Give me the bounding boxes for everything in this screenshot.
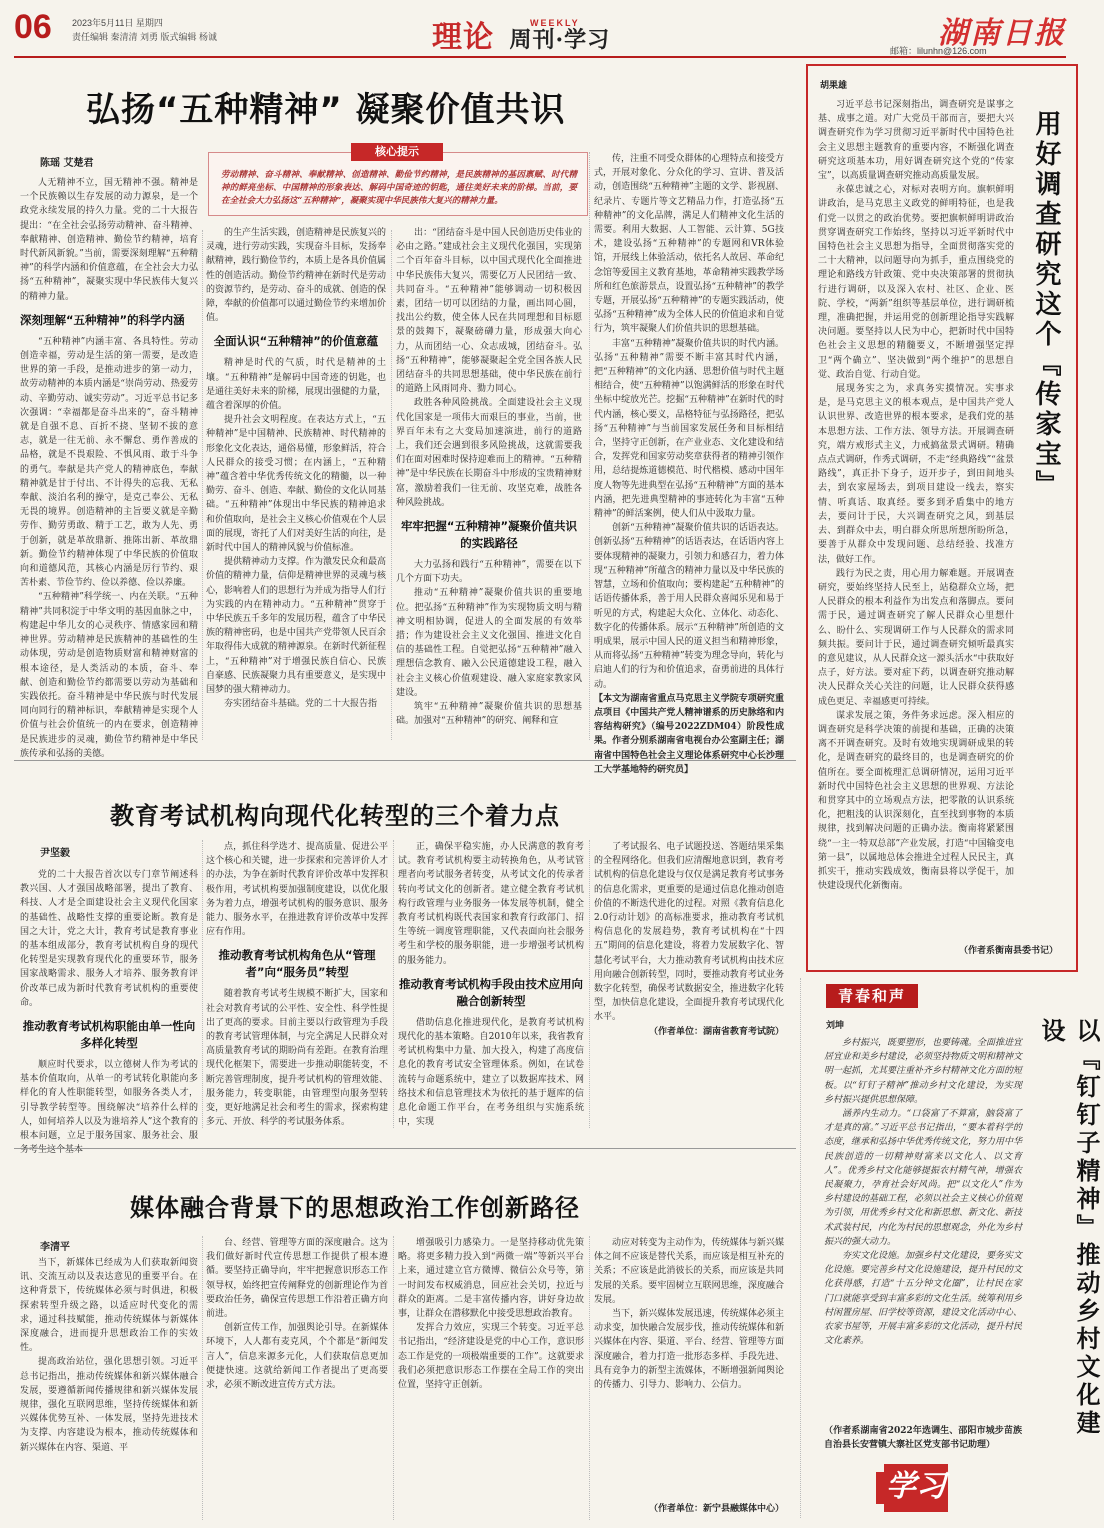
right-article-signature-wrap <box>818 944 1058 960</box>
column-separator <box>393 840 394 1128</box>
paragraph: 正，确保平稳实施，办人民满意的教育考试。教育考试机构要主动转换角色，从考试管理者向考试服务者转变，从考试文化的传承者转向考试文化的创新者。建立健全教育考试机构行政管理与业务服务一体发展等机制，健全教育考试机构既代表国家和教育行政部门、招生等统一调度管理职能，又代表面向社会服务考生和学校的服务职能，进一步增强考试机构的服务能力。 <box>398 842 584 966</box>
paragraph: 践行为民之责，用心用力解难题。开展调查研究，要始终坚持人民至上，站稳群众立场，把人民群众的根本利益作为出发点和落脚点。要问需于民，通过调查研究了解人民群众心里想什么、盼什么、实现调研工作与人民群众的需求同频共振。要问计于民，通过调查研究倾听最真实的意见建议，从人民群众这一源头活水“中获取好点子，好方法。要对症下药，以调查研究推动解决人民群众关心关注的问题，让人民群众获得感成色更足、幸福感更可持续。 <box>818 568 1014 707</box>
paragraph: 创新“五种精神”凝聚价值共识的话语表达。创新弘扬“五种精神”的话语表达，在话语内容上要体现精神的凝聚力，引领力和感召力，着力体现“五种精神”所蕴含的精神力量以及中华民族的智慧，立场和价值取向；要构建起“五种精神”的话语传播体系，善于用人民群众喜闻乐见和易于听见的方式，构建起大众化、立体化、动态化、数字化的传播体系。展示“五种精神”所创造的文明成果，展示中国人民的道义担当和精神形象，从而将弘扬“五种精神”转变为理念导向，转化与启迪人们的行为和价值追求，奋勇前进的具体行动。 <box>594 523 784 690</box>
subheading: 推动教育考试机构手段由技术应用向融合创新转型 <box>399 976 583 1008</box>
paragraph: 传，注重不同受众群体的心理特点和接受方式，开展对象化、分众化的学习、宣讲、普及活动，创造围绕“五种精神”主题的文学、影视剧、纪录片、专题片等文艺精品力作，打造弘扬“五种精神”的文化品牌，满足人们精神文化生活的需要。利用大数据、人工智能、云计算、5G技术，建设弘扬“五种精神”的专题网和VR体验馆，开展线上体验活动，依托名人故居、革命纪念馆等爱国主义教育基地，革命精神实践教学场所和红色旅游景点，设置弘扬“五种精神”的教学专题，开展弘扬“五种精神”的专题实践活动，使弘扬“五种精神”成为全体人民的价值追求和自觉行为，筑牢凝聚人们价值共识的思想基础。 <box>594 154 784 335</box>
study-badge: 学习 <box>884 1464 948 1512</box>
project-note: 【本文为湖南省重点马克思主义学院专项研究重点项目《中国共产党人精神谱系的历史脉络和内容结构研究》（编号2022ZDM04）阶段性成果。作者分别系湖南省电视台办公室副主任；湖南省中国特色社会主义理论体系研究中心长沙理工大学基地特约研究员】 <box>594 693 784 775</box>
key-tips-tag: 核心提示 <box>351 143 443 161</box>
paragraph: 了考试报名、电子试题投送、答题结果采集的全程网络化。但我们应清醒地意识到，教育考试机构的信息化建设与仅仅是满足教育考试事务的信息化需求，更重要的是通过信息化推动创造价值的不断迭代进化的过程。对照《教育信息化2.0行动计划》的高标准要求，推动教育考试机构信息化的发展趋势，教育考试机构在“十四五”期间的信息化建设，将着力发展数字化、智慧化考试平台，大力推动教育考试机构由技术应用向融合创新转型，同时，要推动教育考试业务数字化转型，确保考试数据安全，推进数字化转型，加快信息化建设，全面提升教育考试现代化水平。 <box>594 842 784 1023</box>
paragraph: 涵养内生动力。“口袋富了不算富，脑袋富了才是真的富。”习近平总书记指出，“要本着科学的态度，继承和弘扬中华优秀传统文化，努力用中华民族创造的一切精神财富来以文化人、以文育人”。优秀乡村文化能够提振农村精气神，增强农民凝聚力，孕育社会好风尚。把“以文化人”作为乡村建设的基础工程，必须以社会主义核心价值观为引领，用优秀乡村文化和新思想、新文化、新技术武装村民，内化为村民的思想观念，外化为乡村振兴的强大动力。 <box>824 1109 1023 1247</box>
article3-column-2 <box>206 1236 388 1518</box>
qingchun-note-wrap <box>824 1424 1022 1464</box>
newspaper-logo: 湖南日报 <box>938 16 1066 51</box>
article1-column-4 <box>594 152 784 775</box>
right-article-byline: 胡果雄 <box>820 81 848 91</box>
right-article-title: 用好调查研究这个『传家宝』 <box>1031 110 1061 500</box>
article1-headline: 弘扬“五种精神” 凝聚价值共识 <box>86 90 566 130</box>
paragraph: 精神是时代的气质，时代是精神的土壤。“五种精神”是解码中国奇迹的钥匙，也是通往美好未来的阶梯，展现出强健的力量，蕴含着深厚的价值。 <box>206 358 387 412</box>
author-signature: （作者系衡南县委书记） <box>958 946 1058 956</box>
paragraph: 推动“五种精神”凝聚价值共识的重要地位。把弘扬“五种精神”作为实现物质文明与精神文明相协调，促进人的全面发展的有效举措；作为建设社会主义文化强国、推进文化自信的基础性工程。自觉把弘扬“五种精神”融入理想信念教育、融入公民道德建设工程，融入社会主义核心价值观建设、融入家庭家教家风建设。 <box>396 588 582 698</box>
article2-column-4 <box>594 840 784 1130</box>
article2-byline: 尹坚毅 <box>40 848 70 859</box>
paragraph: 增强吸引力感染力。一是坚持移动优先策略。将更多精力投入到“两微一端”等新兴平台上来，通过建立官方微博、微信公众号等，第一时间发布权威消息，回应社会关切，拉近与群众的距离。二是丰富传播内容，讲好身边故事，让群众在潜移默化中接受思想政治教育。 <box>398 1238 584 1320</box>
column-separator <box>202 1236 203 1520</box>
paragraph: 永葆忠诚之心，对标对表明方向。旗帜鲜明讲政治，是马克思主义政党的鲜明特征，也是我们党一以贯之的政治优势。要把旗帜鲜明讲政治贯穿调查研究工作始终，坚持以习近平新时代中国特色社会主义思想为指导，全面贯彻落实党的二十大精神，以问题导向为抓手，重点围绕党的理论和路线方针政策、党中央决策部署的贯彻执行进行调研，以及深入农村、社区、企业、医院、学校，“两新”组织等基层单位，进行调研梳理，准确把握，并运用党的创新理论指导实践解决问题。要坚持以人民为中心，把新时代中国特色社会主义思想的精髓要义，不断增强坚定捍卫“两个确立”、坚决做到“两个维护”的思想自觉、政治自觉、行动自觉。 <box>818 185 1014 380</box>
qingchun-title: 以『钉钉子精神』推动乡村文化建设 <box>1037 1018 1100 1438</box>
paragraph: 人无精神不立，国无精神不强。精神是一个民族赖以生存发展的动力源泉，是一个政党永续发展的持久力量。党的二十大报告提出：“在全社会弘扬劳动精神、奋斗精神、奉献精神、创造精神、勤俭节约精神，培育时代新风新貌。”当前，需要深刻理解“五种精神”的科学内涵和价值意蕴，在全社会大力弘扬“五种精神”，凝聚实现中华民族伟大复兴的精神力量。 <box>20 178 198 302</box>
article3-column-4 <box>594 1236 784 1500</box>
masthead-meta <box>72 16 217 44</box>
paragraph: 当下，新兴媒体发展迅速，传统媒体必须主动求变，加快融合发展步伐，推动传统媒体和新兴媒体在内容、渠道、平台、经营、管理等方面深度融合，着力打造一批形态多样、手段先进、具有竞争力的新型主流媒体，不断增强新闻舆论的传播力、引导力、影响力、公信力。 <box>594 1309 784 1391</box>
subheading: 深刻理解“五种精神”的科学内涵 <box>20 312 185 327</box>
author-signature: （作者单位：湖南省教育考试院） <box>648 1026 784 1037</box>
paragraph: 乡村振兴，既要塑形，也要铸魂。全面推进宜居宜业和美乡村建设，必须坚持物质文明和精神文明一起抓，尤其要注重补齐乡村精神文化方面的短板。以“钉钉子精神”推动乡村文化建设，为实现乡村振兴提供思想保障。 <box>824 1038 1023 1105</box>
paragraph: 随着教育考试考生规模不断扩大，国家和社会对教育考试的公平性、安全性、科学性提出了更高的要求。目前主要以行政管理为手段的教育考试管理体制，与完全满足人民群众对高质量教育考试的期盼尚有差距。在教育治理现代化框架下，需要进一步推动职能转变，不断完善管理制度，提升考试机构的管理效能、服务能力，转变职能，由管理型向服务型转变，更好地满足社会和考生的需求，探索构建多元、开放、科学的考试服务体系。 <box>206 989 388 1128</box>
paragraph: 丰富“五种精神”凝聚价值共识的时代内涵。弘扬“五种精神”需要不断丰富其时代内涵，把“五种精神”的文化内涵、思想价值与时代主题相结合，使“五种精神”以饱满鲜活的形象在时代坐标中绽放光芒。挖掘“五种精神”在新时代的时代内涵，核心要义，品格特征与弘扬路径，把弘扬“五种精神”与当前国家发展任务和目标相结合，坚持守正创新，在产业业态、文化建设和结合，发挥党和国家劳动奖章获得者的精神引领作用，总结提炼道德模范、时代楷模、感动中国年度人物等先进典型在弘扬“五种精神”方面的基本内涵，把先进典型精神的事迹转化为丰富“五种精神”的鲜活案例，使人们从中汲取力量。 <box>594 338 784 520</box>
page-number: 06 <box>14 8 52 46</box>
article1-column-2 <box>206 226 386 744</box>
column-separator <box>800 978 801 1518</box>
paragraph: 创新宣传工作，加强舆论引导。在新媒体环境下，人人都有麦克风，个个都是“新闻发言人”，信息来源多元化，人们获取信息更加便捷快速。这就给新闻工作者提出了更高要求，必须不断改进宣传方式方法。 <box>206 1323 388 1391</box>
article3-column-1 <box>20 1256 198 1518</box>
paragraph: 大力弘扬和践行“五种精神”，需要在以下几个方面下功夫。 <box>396 560 582 585</box>
divider <box>14 760 796 761</box>
paragraph: 夯实文化设施。加强乡村文化建设，要务实文化设施。要完善乡村文化设施建设，提升村民的文化获得感，打造“十五分钟文化圈”，让村民在家门口就能享受到丰富多彩的文化生活。统筹利用乡村闲置房屋、旧学校等资源，建设文化活动中心、农家书屋等，开展丰富多彩的文化活动，提升村民文化素养。 <box>824 1251 1023 1347</box>
author-signature: （作者单位：新宁县融媒体中心） <box>648 1504 784 1514</box>
author-note: （作者系湖南省2022年选调生、邵阳市城步苗族自治县长安营镇大寨社区党支部书记助理） <box>824 1426 1022 1451</box>
column-separator <box>202 230 203 740</box>
mailbox: 邮箱：lilunhn@126.com <box>890 46 987 56</box>
paragraph: 借助信息化推进现代化，是教育考试机构现代化的基本策略。自2010年以来，我省教育考试机构集中力量、加大投入，构建了高度信息化的教育考试安全管理体系。例如，在试卷流转与命题系统中，建立了以数据库技术、网络技术和信息管理技术为依托的基于题库的信息化命题工作平台，在考务组织与实施系统中，实现 <box>398 1017 584 1128</box>
qingchun-column <box>824 1036 1022 1422</box>
article1-byline: 陈瑶 艾楚君 <box>40 158 94 169</box>
section-weekly: WEEKLY <box>530 18 580 28</box>
paragraph: 党的二十大报告首次以专门章节阐述科教兴国、人才强国战略部署，提出了教育、科技、人才是全面建设社会主义现代化国家的基础性、战略性支撑的重要论断。教育是国之大计，党之大计，教育考试是教育事业的基本组成部分，教育考试机构自身的现代化转型是实现教育现代化的重要环节，服务国家战略需求、服务人才培养、服务教育评价改革已成为新时代教育考试机构的重要使命。 <box>20 870 198 1008</box>
right-article-column <box>818 98 1014 943</box>
paragraph: 提高政治站位，强化思想引领。习近平总书记指出，推动传统媒体和新兴媒体融合发展，要遵循新闻传播规律和新兴媒体发展规律，强化互联网思维，坚持传统媒体和新兴媒体优势互补、一体发展，坚持先进技术为支撑、内容建设为根本，推动传统媒体和新兴媒体在内容、渠道、平 <box>20 1357 198 1453</box>
article3-headline: 媒体融合背景下的思想政治工作创新路径 <box>130 1194 580 1222</box>
paragraph: 筑牢“五种精神”凝聚价值共识的思想基础。加强对“五种精神”的研究、阐释和宣 <box>396 702 582 727</box>
paragraph: 提升社会文明程度。在表达方式上，“五种精神”是中国精神、民族精神、时代精神的形象化文化表达，通俗易懂，形象鲜活，符合人民群众的接受习惯；在内涵上，“五种精神”蕴含着中华优秀传统文化的精髓，以一种勤劳、奋斗、创造、奉献、勤俭的文化认同基础。“五种精神”体现出中华民族的精神追求和价值取向，是社会主义核心价值观在个人层面的展现，寄托了人们对美好生活的向往，是新时代中国人的精神风貌与价值标准。 <box>206 415 387 554</box>
article1-column-3 <box>396 226 582 744</box>
paragraph: 的生产生活实践，创造精神是民族复兴的灵魂，进行劳动实践，实现奋斗目标，发扬奉献精神，践行勤俭节约，本质上是各具价值属性的创造活动。勤俭节约精神在新时代是劳动的资源节约，是劳动、奋斗的成就、创造的保障，奉献的价值都可以通过勤俭节约来增加价值。 <box>206 228 387 324</box>
paragraph: 台、经营、管理等方面的深度融合。这为我们做好新时代宣传思想工作提供了根本遵循。要坚持正确导向，牢牢把握意识形态工作领导权，始终把宣传阐释党的创新理论作为首要政治任务，确保宣传思想工作沿着正确方向前进。 <box>206 1238 388 1320</box>
column-separator <box>589 152 590 740</box>
column-separator <box>393 1236 394 1520</box>
qingchun-column-tag: 青春和声 <box>826 984 918 1008</box>
column-separator <box>391 230 392 740</box>
masthead <box>14 8 1066 58</box>
article3-column-3 <box>398 1236 584 1518</box>
paragraph: 习近平总书记深刻指出，调查研究是谋事之基、成事之道。对广大党员干部而言，要把大兴调查研究作为学习贯彻习近平新时代中国特色社会主义思想主题教育的重要内容，不断强化调查研究这项基本功，用好调查研究这个党的“传家宝”，以高质量调查研究推动高质量发展。 <box>818 100 1014 182</box>
article3-signature-wrap <box>594 1502 784 1518</box>
article3-byline: 李清平 <box>40 1242 70 1253</box>
column-separator <box>202 840 203 1128</box>
subheading: 全面认识“五种精神”的价值意蕴 <box>213 334 379 349</box>
paragraph: 政胜各种风险挑战。全面建设社会主义现代化国家是一项伟大而艰巨的事业，当前，世界百年未有之大变局加速演进，前行的道路上，我们还会遇到很多风险挑战，这就需要我们在面对困难时保持迎难而上的精神。“五种精神”是中华民族在长期奋斗中形成的宝贵精神财富，激励着我们一往无前、攻坚克难，战胜各种风险挑战。 <box>396 398 582 508</box>
paragraph: “五种精神”科学统一、内在关联。“五种精神”共同积淀于中华文明的基因血脉之中，构建起中华儿女的心灵秩序、情感家园和精神世界。劳动精神是民族精神的基础性的生动体现，劳动是创造物质财富和精神财富的根本途径，是人类活动的本质，奋斗、奉献、创造和勤俭节约都需要以劳动为基础和实践依托。奋斗精神是中华民族与时代发展同向同行的精神标识，奉献精神是实现个人价值与社会价值统一的内在要求，创造精神是民族进步的灵魂，勤俭节约精神是中华民族传承和弘扬的美德。 <box>20 592 198 759</box>
paragraph: 夯实团结奋斗基础。党的二十大报告指 <box>224 699 378 710</box>
editors-line: 责任编辑 秦清清 刘勇 版式编辑 杨诚 <box>72 32 218 42</box>
article2-column-1 <box>20 868 198 1156</box>
subheading: 推动教育考试机构职能由单一性向多样化转型 <box>22 1019 196 1051</box>
article2-headline: 教育考试机构向现代化转型的三个着力点 <box>110 802 560 830</box>
paragraph: 出：“团结奋斗是中国人民创造历史伟业的必由之路。”建成社会主义现代化强国，实现第二个百年奋斗目标，以中国式现代化全面推进中华民族伟大复兴，需要亿万人民团结一致、共同奋斗。“五种精神”能够调动一切积极因素，团结一切可以团结的力量，画出同心圆，找出公约数，使全体人民在共同理想和目标愿景的鼓舞下，凝聚磅礴力量，形成强大向心力，从而团结一心、众志成城，团结奋斗。弘扬“五种精神”，能够凝聚起全党全国各族人民团结奋斗的共同思想基础，使中华民族在前行的道路上风雨同舟、勠力同心。 <box>396 228 582 395</box>
paragraph: “五种精神”内涵丰富、各具特性。劳动创造幸福，劳动是生活的第一需要，是改造世界的第一手段，是推动进步的第一动力，故劳动精神的本质内涵是“崇尚劳动、热爱劳动、辛勤劳动、诚实劳动”。习近平总书记多次强调：“幸福都是奋斗出来的”，奋斗精神就是自强不息、百折不挠、坚韧不拔的意志，就是一往无前、永不懈怠、勇作善成的品格，就是不畏艰险、不惧风雨、敢于斗争的勇气。奉献是共产党人的精神底色，奉献精神就是甘于付出、不计得失的忘我、无私奉献、淡泊名利的操守，是克己奉公、无私无畏的境界。创造精神的主旨要义就是辛勤劳作、勤劳勇敢、精于工艺，敢为人先、勇于创新，就是革故鼎新、推陈出新、革故鼎新。勤俭节约精神体现了中华民族的价值取向和道德风范，其核心内涵是厉行节约、艰苦朴素、节俭节约、俭以养德、俭以养廉。 <box>20 336 198 589</box>
paragraph: 点，抓住科学选才、提高质量、促进公平这个核心和关键，进一步探索和完善评价人才的办法，为争在新时代教育评价改革中发挥积极作用，考试机构要加强制度建设，以优化服务为着力点，增强考试机构的服务意识、服务能力、服务水平，在推进教育评价改革中发挥应有作用。 <box>206 842 388 938</box>
column-separator <box>589 840 590 1128</box>
section-title-sub: 周刊·学习 <box>509 27 611 53</box>
paragraph: 提供精神动力支撑。作为激发民众和最高价值的精神力量，信仰是精神世界的灵魂与核心，影响着人们的思想行为并成为指导人们行为实践的内在精神动力。“五种精神”贯穿于中华民族五千多年的发展历程，蕴含了中华民族的精神密码，也是中国共产党带领人民百余年取得伟大成就的精神源泉。在新时代新征程上，“五种精神”对于增强民族自信心、民族自豪感、民族凝聚力具有重要意义，是实现中国梦的强大精神动力。 <box>206 557 387 696</box>
subheading: 牢牢把握“五种精神”凝聚价值共识的实践路径 <box>400 519 578 551</box>
section-title <box>432 12 610 56</box>
paragraph: 当下，新媒体已经成为人们获取新闻资讯、交流互动以及表达意见的重要平台。在这种背景下，传统媒体必须与时俱进，积极探索转型升级之路，以适应时代变化的需求，通过科技赋能，推动传统媒体与新媒体深度融合，进而提升思想政治工作的实效性。 <box>20 1258 198 1354</box>
paragraph: 顺应时代要求，以立德树人作为考试的基本价值取向，从单一的考试转化职能向多样化的育人性职能转型，如服务各类人才，引导教学转型等。围绕解决“培养什么样的人，如何培养人以及为谁培养人”这个教育的根本问题，立足于服务国家、服务社会、服务考生这个基本 <box>20 1060 198 1156</box>
article2-column-3 <box>398 840 584 1130</box>
subheading: 推动教育考试机构角色从“管理者”向“服务员”转型 <box>218 948 376 980</box>
date-line: 2023年5月11日 星期四 <box>72 18 163 28</box>
column-separator <box>589 1236 590 1520</box>
key-tips-text: 劳动精神、奋斗精神、奉献精神、创造精神、勤俭节约精神，是民族精神的基因禀赋、时代精神的鲜亮坐标、中国精神的形象表达、解码中国奇迹的钥匙，通往美好未来的阶梯。当前，要在全社会大力弘扬这“五种精神”，凝聚实现中华民族伟大复兴的精神力量。 <box>221 170 577 206</box>
key-tips-box <box>208 145 588 216</box>
paragraph: 展现务实之为，求真务实摸情况。实事求是，是马克思主义的根本观点，是中国共产党人认识世界、改造世界的根本要求，是我们党的基本思想方法、工作方法、领导方法。开展调查研究，端方戒形式主义，力戒搞盆景式调研。精确点点式调研，作秀式调研，不走“经典路线”“盆景路线”，真正扑下身子，迈开步子，到田间地头去，到农家屋场去，到项目建设一线去，察实情、听真话、取真经。要多到矛盾集中的地方去，要问计于民，大兴调查研究之风，到基层去、到群众中去，明白群众所思所想所盼所急，要善于从群众中发现问题、总结经验、找准方法，做好工作。 <box>818 384 1014 565</box>
paragraph: 动应对转变为主动作为，传统媒体与新兴媒体之间不应该是替代关系，而应该是相互补充的关系；不应该是此消彼长的关系，而应该是共同发展的关系。要牢固树立互联网思维，深度融合发展。 <box>594 1238 784 1305</box>
article1-column-1 <box>20 176 198 759</box>
qingchun-byline: 刘坤 <box>826 1021 845 1031</box>
paragraph: 谋求发展之策，务件务求远虑。深入相应的调查研究是科学决策的前提和基础，正确的决策离不开调查研究。及时有效地实现调研成果的转化，是调查研究的最终目的，也是调查研究的价值所在。要全面梳理汇总调研情况，运用习近平新时代中国特色社会主义思想的世界观、方法论和贯穿其中的立场观点方法，把零散的认识系统化，把粗浅的认识深刻化，直至找到事物的本质规律，找到解决问题的正确办法。衡南将紧紧围绕“一主一特双总部”产业发展，打造“中国输变电第一县”，以属地总体会推进全过程人民民主，真抓实干，推动实践成效，衡南县将以学促干，加快建设现代化新衡南。 <box>818 710 1014 892</box>
divider <box>14 1148 796 1149</box>
article2-column-2 <box>206 840 388 1130</box>
paragraph: 发挥合力效应，实现三个转变。习近平总书记指出，“经济建设是党的中心工作，意识形态工作是党的一项极端重要的工作”。这就要求我们必须把意识形态工作摆在全局工作的突出位置，坚持守正创新。 <box>398 1323 584 1391</box>
section-title-main: 理论 <box>432 20 494 55</box>
